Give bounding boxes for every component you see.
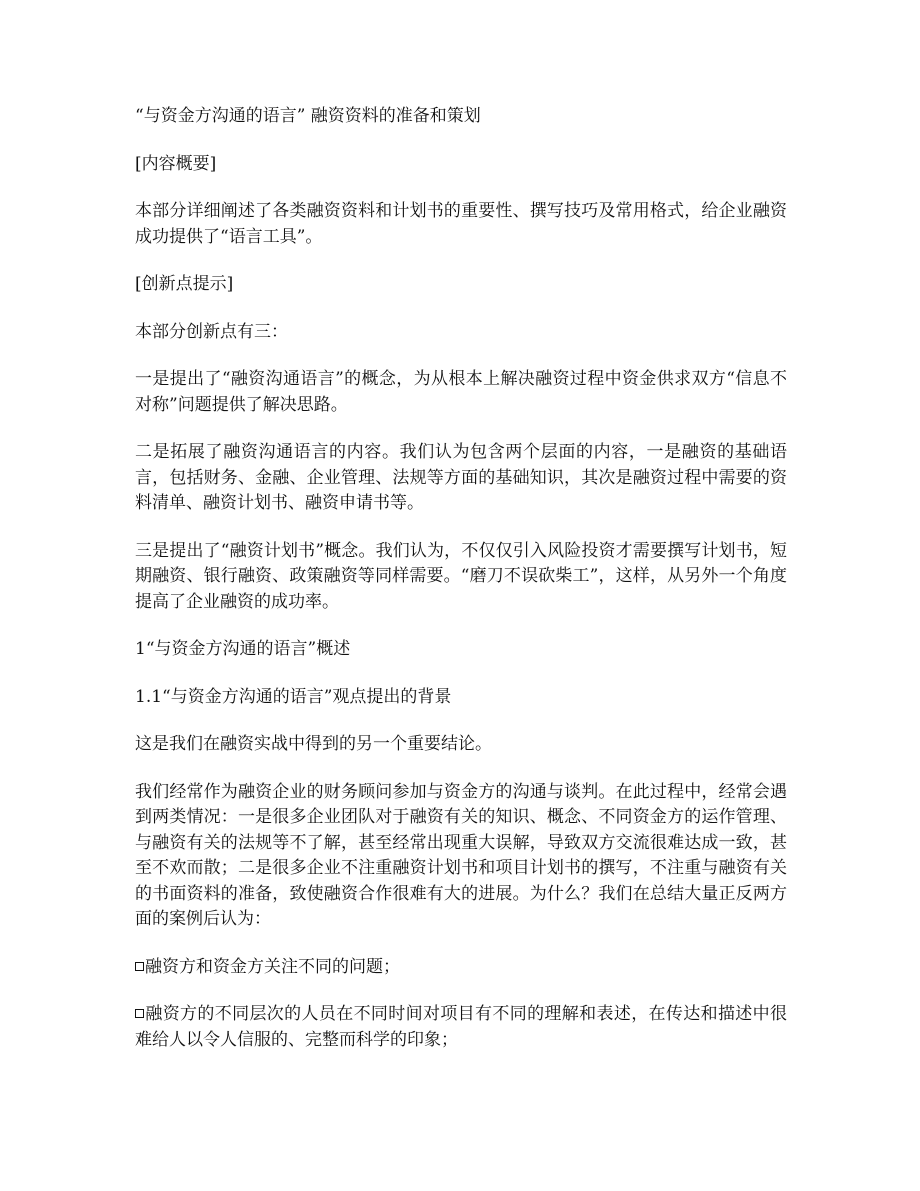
innovation-point-two: 二是拓展了融资沟通语言的内容。我们认为包含两个层面的内容，一是融资的基础语言，包括财务、金融、企业管理、法规等方面的基础知识，其次是融资过程中需要的资料清单、融资计划书、融资申请书等。 <box>135 442 787 513</box>
section-1-heading: 1“与资金方沟通的语言”概述 <box>135 639 351 659</box>
square-bullet-icon <box>135 1009 144 1018</box>
bullet-item <box>135 955 787 981</box>
summary-heading: [内容概要] <box>135 153 217 174</box>
document-page <box>135 104 787 1075</box>
document-title: “与资金方沟通的语言” 融资资料的准备和策划 <box>135 106 481 126</box>
conclusion-paragraph: 这是我们在融资实战中得到的另一个重要结论。 <box>135 734 492 754</box>
bullet-text: 融资方和资金方关注不同的问题； <box>145 956 400 977</box>
bullet-text: 融资方的不同层次的人员在不同时间对项目有不同的理解和表述，在传达和描述中很难给人以令人信服的、完整而科学的印象； <box>135 1004 787 1050</box>
innovation-point-three: 三是提出了“融资计划书”概念。我们认为，不仅仅引入风险投资才需要撰写计划书，短期融资、银行融资、政策融资等同样需要。“磨刀不误砍柴工”，这样，从另外一个角度提高了企业融资的成功率。 <box>135 540 787 612</box>
innovation-intro: 本部分创新点有三： <box>135 321 288 342</box>
square-bullet-icon <box>135 962 144 971</box>
experience-paragraph: 我们经常作为融资企业的财务顾问参加与资金方的沟通与谈判。在此过程中，经常会遇到两类情况：一是很多企业团队对于融资有关的知识、概念、不同资金方的运作管理、与融资有关的法规等不了解，甚至经常出现重大误解，导致双方交流很难达成一致，甚至不欢而散；二是很多企业不注重融资计划书和项目计划书的撰写，不注重与融资有关的书面资料的准备，致使融资合作很难有大的进展。为什么？我们在总结大量正反两方面的案例后认为： <box>135 781 787 929</box>
innovation-point-one: 一是提出了“融资沟通语言”的概念，为从根本上解决融资过程中资金供求双方“信息不对称”问题提供了解决思路。 <box>135 369 787 415</box>
section-1-1-heading: 1.1“与资金方沟通的语言”观点提出的背景 <box>135 686 452 707</box>
innovation-heading: [创新点提示] <box>135 274 234 294</box>
bullet-item <box>135 1002 787 1053</box>
summary-paragraph: 本部分详细阐述了各类融资资料和计划书的重要性、撰写技巧及常用格式，给企业融资成功提供了“语言工具”。 <box>135 201 787 247</box>
